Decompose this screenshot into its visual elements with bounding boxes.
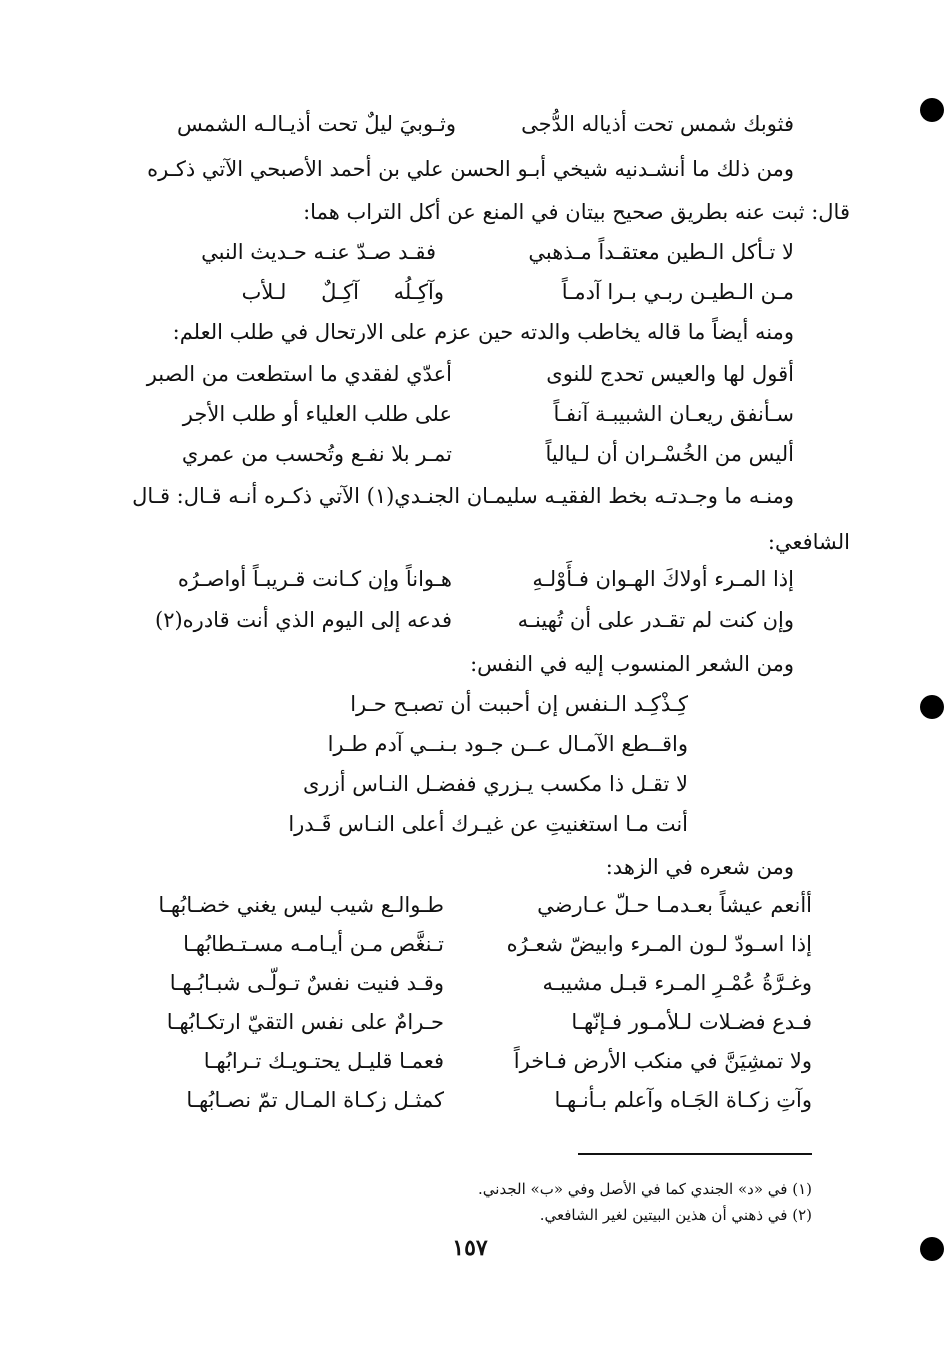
prose-line: الشافعي: <box>767 530 850 554</box>
verse-hemistich: فدعه إلى اليوم الذي أنت قادره(٢) <box>155 608 452 632</box>
verse-hemistich: إذا المـرء أولاكَ الهـوان فـأَوْلـهِ <box>532 567 794 591</box>
verse-hemistich: وآكِـلُه آكِـلٌ لـلأب <box>241 280 444 304</box>
verse-hemistich: على طلب العلياء أو طلب الأجر <box>182 402 452 426</box>
footnote: (١) في «د» الجندي كما في الأصل وفي «ب» الجدني. <box>478 1180 812 1198</box>
verse-hemistich: فعمـا قليـل يحتـويـك تـرابُهـا <box>203 1049 444 1073</box>
verse-line: كِـذْكِـد الـنفس إن أحببت أن تصبـح حـرا <box>350 692 688 716</box>
verse-hemistich: مـن الـطيـن ربـي بـرا آدمـاً <box>561 280 794 304</box>
binding-hole-top <box>920 98 944 122</box>
verse-hemistich: وغـرَّةُ عُمْـرِ المـرء قبـل مشيبـه <box>542 971 812 995</box>
prose-line: ومنـه ما وجـدتـه بخط الفقيـه سليمـان الجنـدي(١) الآتي ذكـره أنـه قـال: قـال <box>132 484 794 508</box>
verse-hemistich: إذا اسـودّ لـون المـرء وابيضّ شعـرُه <box>506 932 812 956</box>
verse-hemistich: تـنغَّص مـن أيـامـه مسـتـطابُهـا <box>183 932 444 956</box>
verse-hemistich: طـوالـع شيب ليس يغني خضـابُهـا <box>158 893 444 917</box>
footnote-separator <box>578 1153 812 1155</box>
verse-hemistich: وثـوبيَ ليلٌ تحت أذيـالـه الشمس <box>177 112 456 136</box>
verse-hemistich: لا تـأكل الـطين معتقـداً مـذهبي <box>528 240 794 264</box>
binding-hole-middle <box>920 695 944 719</box>
binding-hole-bottom <box>920 1237 944 1261</box>
prose-line: ومن ذلك ما أنشـدنيه شيخي أبـو الحسن علي بن أحمد الأصبحي الآتي ذكـره <box>147 157 794 181</box>
verse-hemistich: فـدع فضـلات لـلأمـور فـإنّهـا <box>571 1010 812 1034</box>
prose-line: قال: ثبت عنه بطريق صحيح بيتان في المنع عن أكل التراب هما: <box>303 200 850 224</box>
verse-line: واقــطع الآمـال عــن جـود بـنــي آدم طـرا <box>327 732 688 756</box>
verse-hemistich: أليس من الخُسْـران أن لـيالياً <box>545 442 794 466</box>
verse-hemistich: فقـد صـدّ عنـه حـديث النبي <box>201 240 436 264</box>
verse-hemistich: ولا تمشِيَنَّ في منكب الأرض فـاخراً <box>513 1049 812 1073</box>
verse-hemistich: وآتِ زكـاة الجَـاه وآعلم بـأنـهـا <box>554 1088 812 1112</box>
verse-hemistich: أقول لها والعيس تحدج للنوى <box>546 362 794 386</box>
page-number: ١٥٧ <box>452 1235 488 1261</box>
verse-hemistich: كمثـل زكـاة المـال تمّ نصـابُهـا <box>186 1088 444 1112</box>
verse-line: لا تقـل ذا مكسب يـزري ففضـل النـاس أزرى <box>302 772 688 796</box>
verse-hemistich: أأنعم عيشاً بعـدمـا حـلّ عـارضي <box>537 893 812 917</box>
verse-hemistich: وإن كنت لم تقـدر على أن تُهينـه <box>517 608 794 632</box>
prose-line: ومن الشعر المنسوب إليه في النفس: <box>470 652 794 676</box>
verse-line: أنت مـا استغنيتِ عن غيـرك أعلى النـاس قَـدرا <box>288 812 688 836</box>
verse-hemistich: حـرامٌ على نفس التقيّ ارتكـابُهـا <box>166 1010 444 1034</box>
verse-hemistich: فثوبك شمس تحت أذياله الدُّجى <box>521 112 794 136</box>
verse-hemistich: سـأنفق ريعـان الشبيبـة آنفـاً <box>553 402 794 426</box>
footnote: (٢) في ذهني أن هذين البيتين لغير الشافعي. <box>539 1206 812 1224</box>
verse-hemistich: أعدّي لفقدي ما استطعت من الصبر <box>146 362 452 386</box>
prose-line: ومنه أيضاً ما قاله يخاطب والدته حين عزم على الارتحال في طلب العلم: <box>172 320 794 344</box>
verse-hemistich: هـواناً وإن كـانت قـريبـاً أواصـرُه <box>177 567 452 591</box>
verse-hemistich: وقـد فنيت نفسٌ تـولّـى شبـابُـهـا <box>169 971 444 995</box>
prose-line: ومن شعره في الزهد: <box>605 855 794 879</box>
verse-hemistich: تمـر بلا نفـع وتُحسب من عمري <box>181 442 452 466</box>
